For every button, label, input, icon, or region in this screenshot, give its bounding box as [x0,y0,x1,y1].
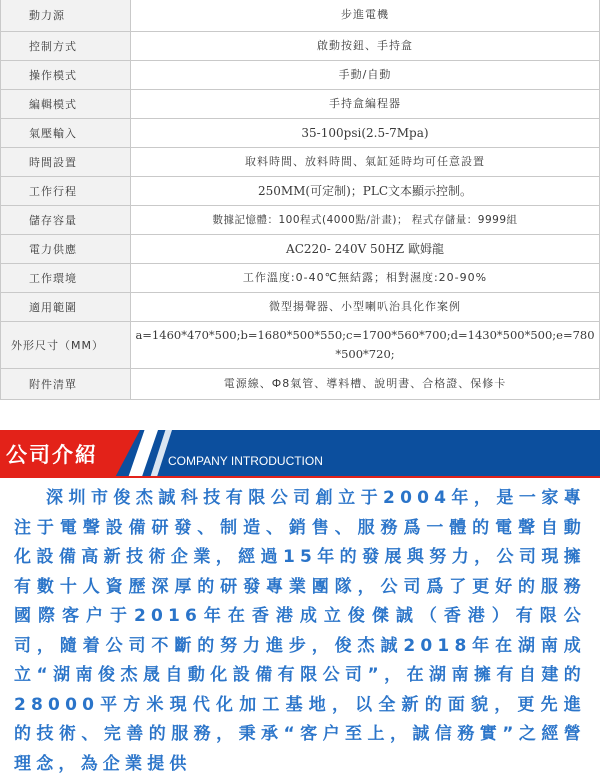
section-subtitle: COMPANY INTRODUCTION [168,454,323,468]
spec-row-environment [1,263,600,292]
spec-row-operation-mode [1,60,600,89]
spec-key: 控制方式 [1,31,131,60]
spec-value: 手持盒編程器 [131,89,600,118]
spec-value: 電源線、Ф8氣管、導料槽、說明書、合格證、保修卡 [131,368,600,399]
spec-value: 手動/自動 [131,60,600,89]
spec-row-power-source [1,0,600,31]
spec-value: 35-100psi(2.5-7Mpa) [131,118,600,147]
spec-value: a=1460*470*500;b=1680*500*550;c=1700*560*700;d=1430*500*500;e=780*500*720; [131,321,600,368]
intro-paragraph: 深圳市俊杰誠科技有限公司創立于2004年，是一家專注于電聲設備研發、制造、銷售、服務爲一體的電聲自動化設備高新技術企業，經過15年的發展與努力，公司現擁有數十人資歷深厚的研發專業團隊，公司爲了更好的服務國際客户于2016年在香港成立俊傑誠（香港）有限公司，隨着公司不斷的努力進步，俊杰誠2018年在湖南成立“湖南俊杰晟自動化設備有限公司”，在湖南擁有自建的28000平方米現代化加工基地，以全新的面貌，更先進的技術、完善的服務，秉承“客户至上，誠信務實”之經營理念，為企業提供 [14,488,586,774]
spec-key: 編輯模式 [1,89,131,118]
section-title: 公司介紹 [6,443,98,467]
spec-row-power-supply [1,234,600,263]
spec-row-edit-mode [1,89,600,118]
spec-key: 工作環境 [1,263,131,292]
spec-row-stroke [1,176,600,205]
spec-row-storage [1,205,600,234]
spec-row-time-setting [1,147,600,176]
banner-underline [0,476,600,478]
spec-row-air-pressure [1,118,600,147]
spec-row-dimensions [1,321,600,368]
spec-row-control-mode [1,31,600,60]
spec-key: 操作模式 [1,60,131,89]
spec-key: 附件清單 [1,368,131,399]
company-intro-body [14,484,586,782]
spec-value: AC220- 240V 50HZ 歐姆龍 [131,234,600,263]
spec-value: 微型揚聲器、小型喇叭治具化作案例 [131,292,600,321]
spec-key: 動力源 [1,0,131,31]
spec-value: 數據記憶體：100程式(4000點/計畫)； 程式存儲量：9999組 [131,205,600,234]
spec-value: 啟動按鈕、手持盒 [131,31,600,60]
spec-value: 250MM(可定制)；PLC文本顯示控制。 [131,176,600,205]
spec-key: 工作行程 [1,176,131,205]
company-intro-banner [0,430,600,478]
spec-key: 氣壓輸入 [1,118,131,147]
spec-row-scope [1,292,600,321]
spec-key: 儲存容量 [1,205,131,234]
spec-key: 時間設置 [1,147,131,176]
spec-value: 步進電機 [131,0,600,31]
spec-value: 工作溫度:0-40℃無結露；相對濕度:20-90% [131,263,600,292]
spec-value: 取料時間、放料時間、氣缸延時均可任意設置 [131,147,600,176]
spec-row-accessories [1,368,600,399]
spec-key: 外形尺寸（MM） [1,321,131,368]
spec-key: 電力供應 [1,234,131,263]
spec-key: 適用範圍 [1,292,131,321]
